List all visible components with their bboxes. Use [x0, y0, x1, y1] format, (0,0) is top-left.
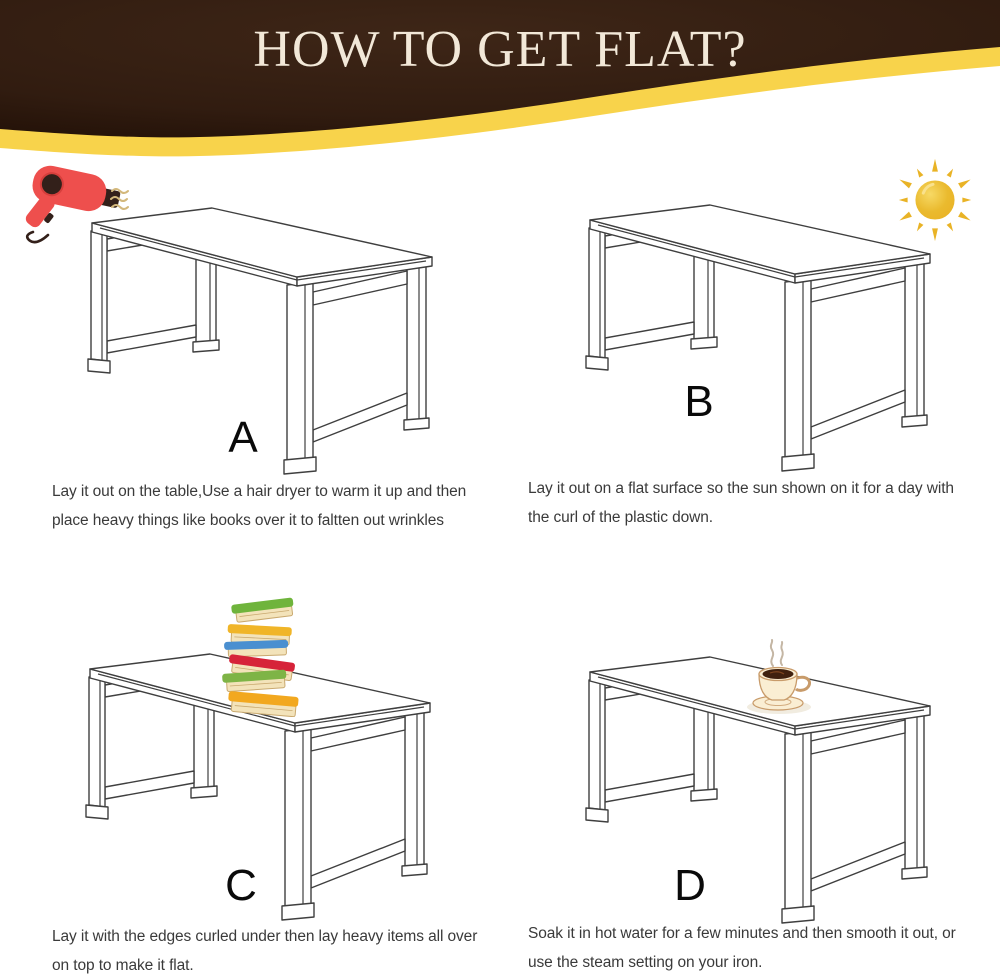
method-a-instructions: [52, 477, 466, 535]
method-d-label: D: [674, 861, 706, 910]
instruction-line: Lay it out on a flat surface so the sun shown on it for a day with: [528, 480, 954, 497]
instruction-line: Lay it out on the table,Use a hair dryer to warm it up and then: [52, 483, 467, 500]
coffee-cup-icon: [732, 638, 824, 720]
book-stack-icon: [215, 597, 315, 717]
steam-icon: [771, 640, 783, 666]
method-c-instructions: [52, 922, 477, 974]
instruction-line: place heavy things like books over it to faltten out wrinkles: [52, 512, 444, 529]
instruction-line: on top to make it flat.: [52, 957, 194, 974]
method-c-label: C: [225, 861, 257, 910]
method-b-instructions: [528, 474, 954, 532]
instruction-line: Lay it with the edges curled under then lay heavy items all over: [52, 928, 478, 945]
method-d-instructions: [528, 919, 956, 974]
method-b-label: B: [684, 377, 714, 426]
instruction-line: Soak it in hot water for a few minutes and then smooth it out, or: [528, 925, 956, 942]
page-title: HOW TO GET FLAT?: [253, 21, 747, 78]
instruction-line: the curl of the plastic down.: [528, 509, 713, 526]
instruction-line: use the steam setting on your iron.: [528, 954, 763, 971]
hair-dryer-icon: [14, 155, 136, 247]
sun-icon: [891, 156, 979, 244]
method-a-label: A: [228, 413, 258, 462]
